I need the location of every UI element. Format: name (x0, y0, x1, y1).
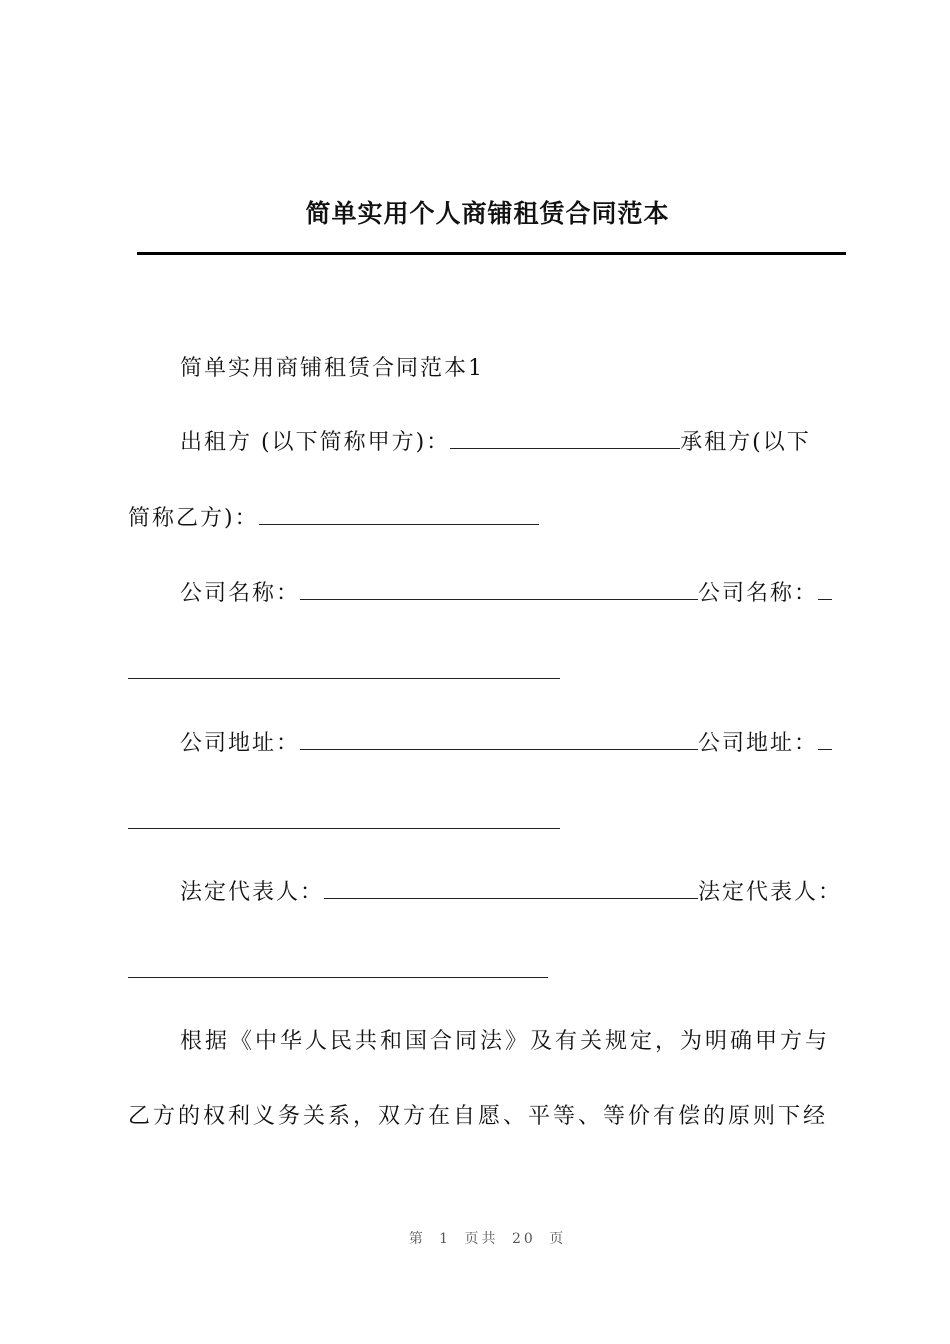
company-address-label-lessee: 公司地址： (698, 731, 819, 756)
company-name-line (180, 577, 832, 611)
body-paragraph-line-1: 根据《中华人民共和国合同法》及有关规定，为明确甲方与 (180, 1029, 831, 1054)
company-address-blank-lessor[interactable] (300, 727, 698, 750)
footer-page-number: 1 (439, 1231, 452, 1247)
company-name-label-lessor: 公司名称： (180, 581, 301, 606)
lessor-line (180, 426, 811, 460)
lessee-line (128, 502, 539, 536)
legal-rep-blank-lessee[interactable] (128, 977, 548, 978)
company-name-blank-lessee[interactable] (128, 678, 560, 679)
lessee-label-part2: 简称乙方)： (128, 506, 259, 531)
lessee-name-blank[interactable] (259, 502, 539, 525)
footer-page-suffix: 页 (549, 1231, 567, 1247)
body-paragraph-line-2: 乙方的权利义务关系，双方在自愿、平等、等价有偿的原则下经 (128, 1104, 829, 1129)
footer-page-word: 第 (408, 1231, 426, 1247)
footer-total-pages: 20 (512, 1231, 536, 1247)
company-name-blank-lessor[interactable] (300, 577, 698, 600)
company-name-blank-lessee-start[interactable] (818, 577, 832, 600)
title-divider (137, 252, 846, 255)
page-footer (0, 1228, 950, 1248)
company-name-label-lessee: 公司名称： (698, 581, 819, 606)
company-address-line (180, 727, 832, 761)
lessee-label-part1: 承租方(以下 (680, 430, 811, 455)
lessor-label: 出租方 (以下简称甲方)： (180, 430, 451, 455)
company-address-blank-lessee-start[interactable] (818, 727, 832, 750)
legal-rep-label-lessee: 法定代表人： (698, 880, 843, 905)
company-address-blank-lessee[interactable] (128, 828, 560, 829)
legal-rep-label-lessor: 法定代表人： (180, 880, 325, 905)
lessor-name-blank[interactable] (450, 426, 680, 449)
footer-total-word: 页共 (464, 1231, 499, 1247)
document-title: 简单实用个人商铺租赁合同范本 (305, 199, 670, 228)
company-address-label-lessor: 公司地址： (180, 731, 301, 756)
legal-rep-blank-lessor[interactable] (324, 876, 698, 899)
legal-rep-line (180, 876, 842, 910)
section-heading: 简单实用商铺租赁合同范本1 (180, 356, 484, 381)
